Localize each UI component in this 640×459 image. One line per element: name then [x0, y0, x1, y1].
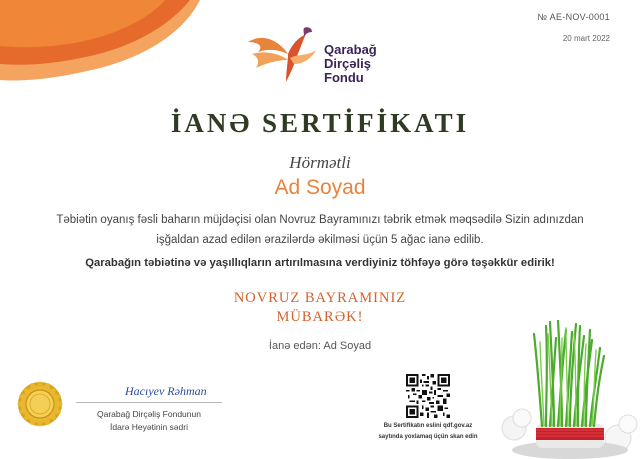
body-text: Təbiətin oyanış fəsli baharın müjdəçisi olan Novruz Bayramınızı təbrik etmək məqsədilə Sizin adınızdan işğaldan azad edilən ərazilərdə əkilməsi üçün 5 ağac ianə edilib.: [56, 214, 584, 246]
logo-wordmark: [324, 43, 377, 85]
gold-seal-icon: [16, 380, 64, 428]
greeting-line-2: MÜBARƏK!: [276, 309, 364, 325]
recipient-name: Ad Soyad: [274, 176, 366, 199]
salutation: Hörmətli: [289, 153, 351, 172]
qr-caption-line-1: Bu Sertifikatın eslini qdf.gov.az: [383, 423, 473, 429]
signer-organization: Qarabağ Dirçəliş Fondunun: [97, 409, 201, 419]
qr-code[interactable]: [406, 374, 450, 418]
certificate-date: 20 mart 2022: [562, 34, 610, 43]
logo-line-2: Dirçəliş: [324, 56, 371, 71]
phoenix-bird-icon: [246, 24, 320, 84]
signer-role: İdarə Heyətinin sədri: [110, 422, 188, 432]
signature-handwriting: Hacıyev Rəhman: [125, 384, 207, 398]
qr-caption-line-2: saytında yoxlamaq üçün skan edin: [378, 434, 478, 440]
signature-line: [76, 402, 222, 403]
donor-line: İanə edən: Ad Soyad: [268, 340, 372, 352]
logo-line-1: Qarabağ: [324, 42, 377, 57]
certificate-number: № AE-NOV-0001: [537, 12, 610, 22]
logo-line-3: Fondu: [324, 70, 364, 85]
semeni-wheatgrass-icon: [500, 320, 640, 459]
greeting-line-1: NOVRUZ BAYRAMINIZ: [233, 290, 407, 306]
thanks-text: Qarabağın təbiətinə və yaşıllıqların artırılmasına verdiyiniz töhfəyə görə təşəkkür edirik!: [85, 257, 555, 269]
corner-swoosh-decoration: [0, 0, 200, 110]
certificate-title: İANƏ SERTİFİKATI: [170, 108, 470, 138]
